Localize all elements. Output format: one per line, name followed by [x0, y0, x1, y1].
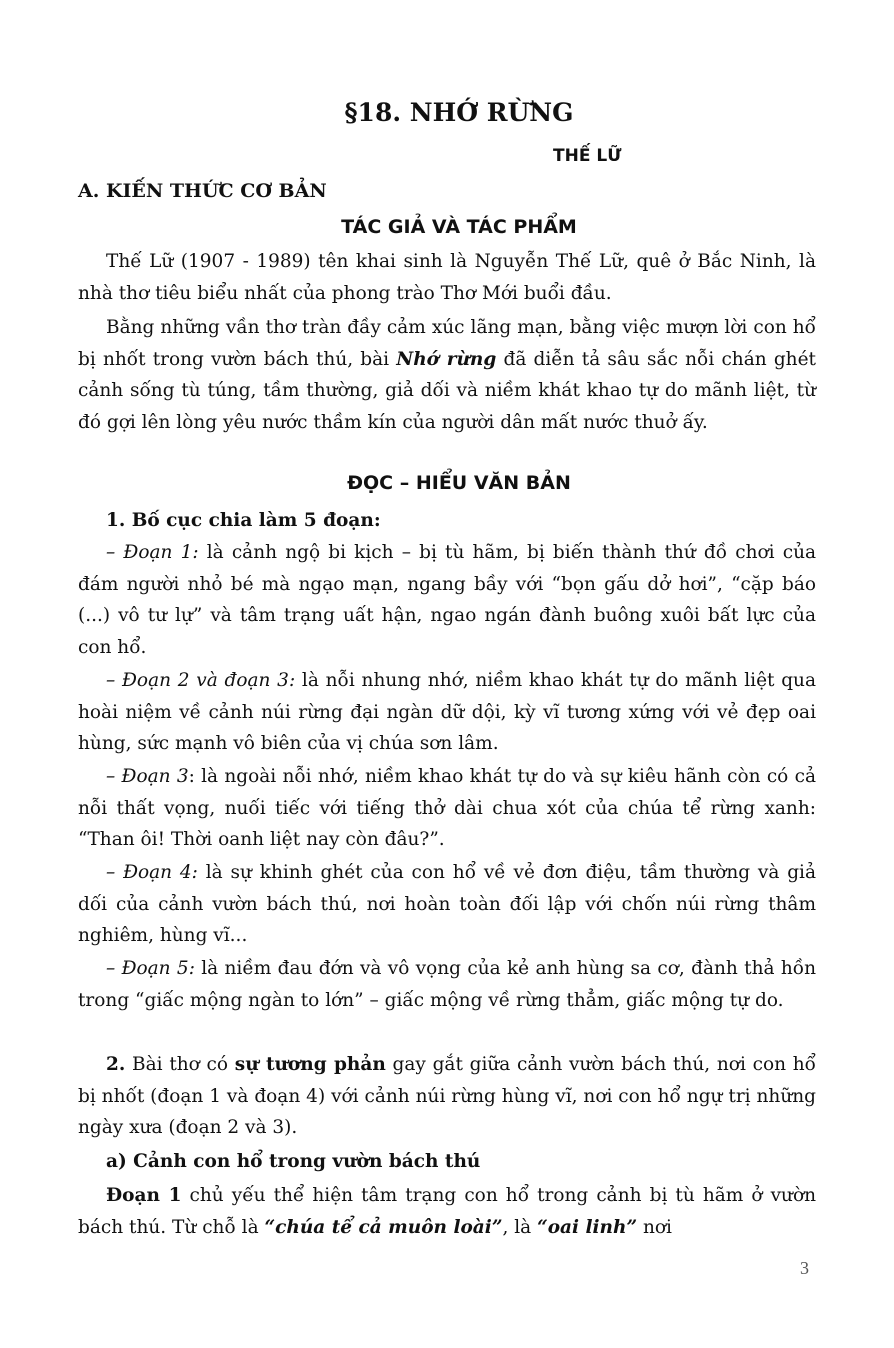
paragraph-text: Thế Lữ (1907 - 1989) tên khai sinh là Nguyễn Thế Lữ, quê ở Bắc Ninh, là nhà thơ tiêu biểu nhất của phong trào Thơ Mới buổi đầu.	[78, 251, 816, 304]
poem-title: Nhớ rừng	[396, 348, 497, 370]
part-label: – Đoạn 3	[106, 766, 189, 787]
subheading-reading: ĐỌC – HIỂU VĂN BẢN	[347, 472, 571, 494]
emphasis: sự tương phản	[234, 1054, 386, 1075]
part-label: – Đoạn 5:	[106, 958, 195, 979]
point-2	[78, 1049, 816, 1144]
part-5	[78, 953, 816, 1016]
paragraph-text: Đoạn 1 chủ yếu thể hiện tâm trạng con hổ trong cảnh bị tù hãm ở vườn bách thú. Từ chỗ là “chúa tể cả muôn loài”, là “oai linh” nơi	[78, 1185, 817, 1238]
paragraph-zoo	[78, 1180, 816, 1243]
section-heading: A. KIẾN THỨC CƠ BẢN	[78, 180, 327, 202]
paragraph-text: 2. Bài thơ có sự tương phản gay gắt giữa cảnh vườn bách thú, nơi con hổ bị nhốt (đoạn 1 và đoạn 4) với cảnh núi rừng hùng vĩ, nơi con hổ ngự trị những ngày xưa (đoạn 2 và 3).	[78, 1054, 816, 1138]
subheading-author-work: TÁC GIẢ VÀ TÁC PHẨM	[341, 216, 577, 238]
part-2-3	[78, 665, 816, 760]
point-1-heading	[78, 505, 816, 537]
point-2a-heading	[78, 1146, 816, 1178]
part-4	[78, 857, 816, 952]
part-label: – Đoạn 4:	[106, 862, 198, 883]
paragraph-text: – Đoạn 4: là sự khinh ghét của con hổ về vẻ đơn điệu, tầm thường và giả dối của cảnh vườn bách thú, nơi hoàn toàn đối lập với chốn núi rừng thâm nghiêm, hùng vĩ...	[78, 862, 816, 946]
page-title: §18. NHỚ RỪNG	[344, 98, 574, 127]
paragraph-text: – Đoạn 2 và đoạn 3: là nỗi nhung nhớ, niềm khao khát tự do mãnh liệt qua hoài niệm về cảnh núi rừng đại ngàn dữ dội, kỳ vĩ tương xứng với vẻ đẹp oai hùng, sức mạnh vô biên của vị chúa sơn lâm.	[78, 670, 816, 754]
numbered-heading: 1. Bố cục chia làm 5 đoạn:	[106, 510, 381, 531]
part-1	[78, 537, 816, 663]
paragraph-summary	[78, 312, 816, 438]
paragraph-text: – Đoạn 1: là cảnh ngộ bi kịch – bị tù hãm, bị biến thành thứ đồ chơi của đám người nhỏ bé mà ngạo mạn, ngang bầy với “bọn gấu dở hơi”, “cặp báo (...) vô tư lự” và tâm trạng uất hận, ngao ngán đành buông xuôi bất lực của con hổ.	[78, 542, 817, 658]
subsection-heading: a) Cảnh con hổ trong vườn bách thú	[106, 1151, 481, 1172]
part-label: – Đoạn 2 và đoạn 3:	[106, 670, 296, 691]
paragraph-author	[78, 246, 816, 309]
page-number: 3	[800, 1258, 809, 1278]
part-label: – Đoạn 1:	[106, 542, 199, 563]
author-name: THẾ LỮ	[553, 146, 622, 166]
paragraph-text: – Đoạn 3: là ngoài nỗi nhớ, niềm khao khát tự do và sự kiêu hãnh còn có cả nỗi thất vọng, nuối tiếc với tiếng thở dài chua xót của chúa tể rừng xanh: “Than ôi! Thời oanh liệt nay còn đâu?”.	[78, 766, 816, 850]
paragraph-text: – Đoạn 5: là niềm đau đớn và vô vọng của kẻ anh hùng sa cơ, đành thả hồn trong “giấc mộng ngàn to lớn” – giấc mộng về rừng thẳm, giấc mộng tự do.	[78, 958, 816, 1011]
part-3	[78, 761, 816, 856]
paragraph-text: Bằng những vần thơ tràn đầy cảm xúc lãng mạn, bằng việc mượn lời con hổ bị nhốt trong vườn bách thú, bài Nhớ rừng đã diễn tả sâu sắc nỗi chán ghét cảnh sống tù túng, tầm thường, giả dối và niềm khát khao tự do mãnh liệt, từ đó gợi lên lòng yêu nước thầm kín của người dân mất nước thuở ấy.	[78, 317, 816, 433]
